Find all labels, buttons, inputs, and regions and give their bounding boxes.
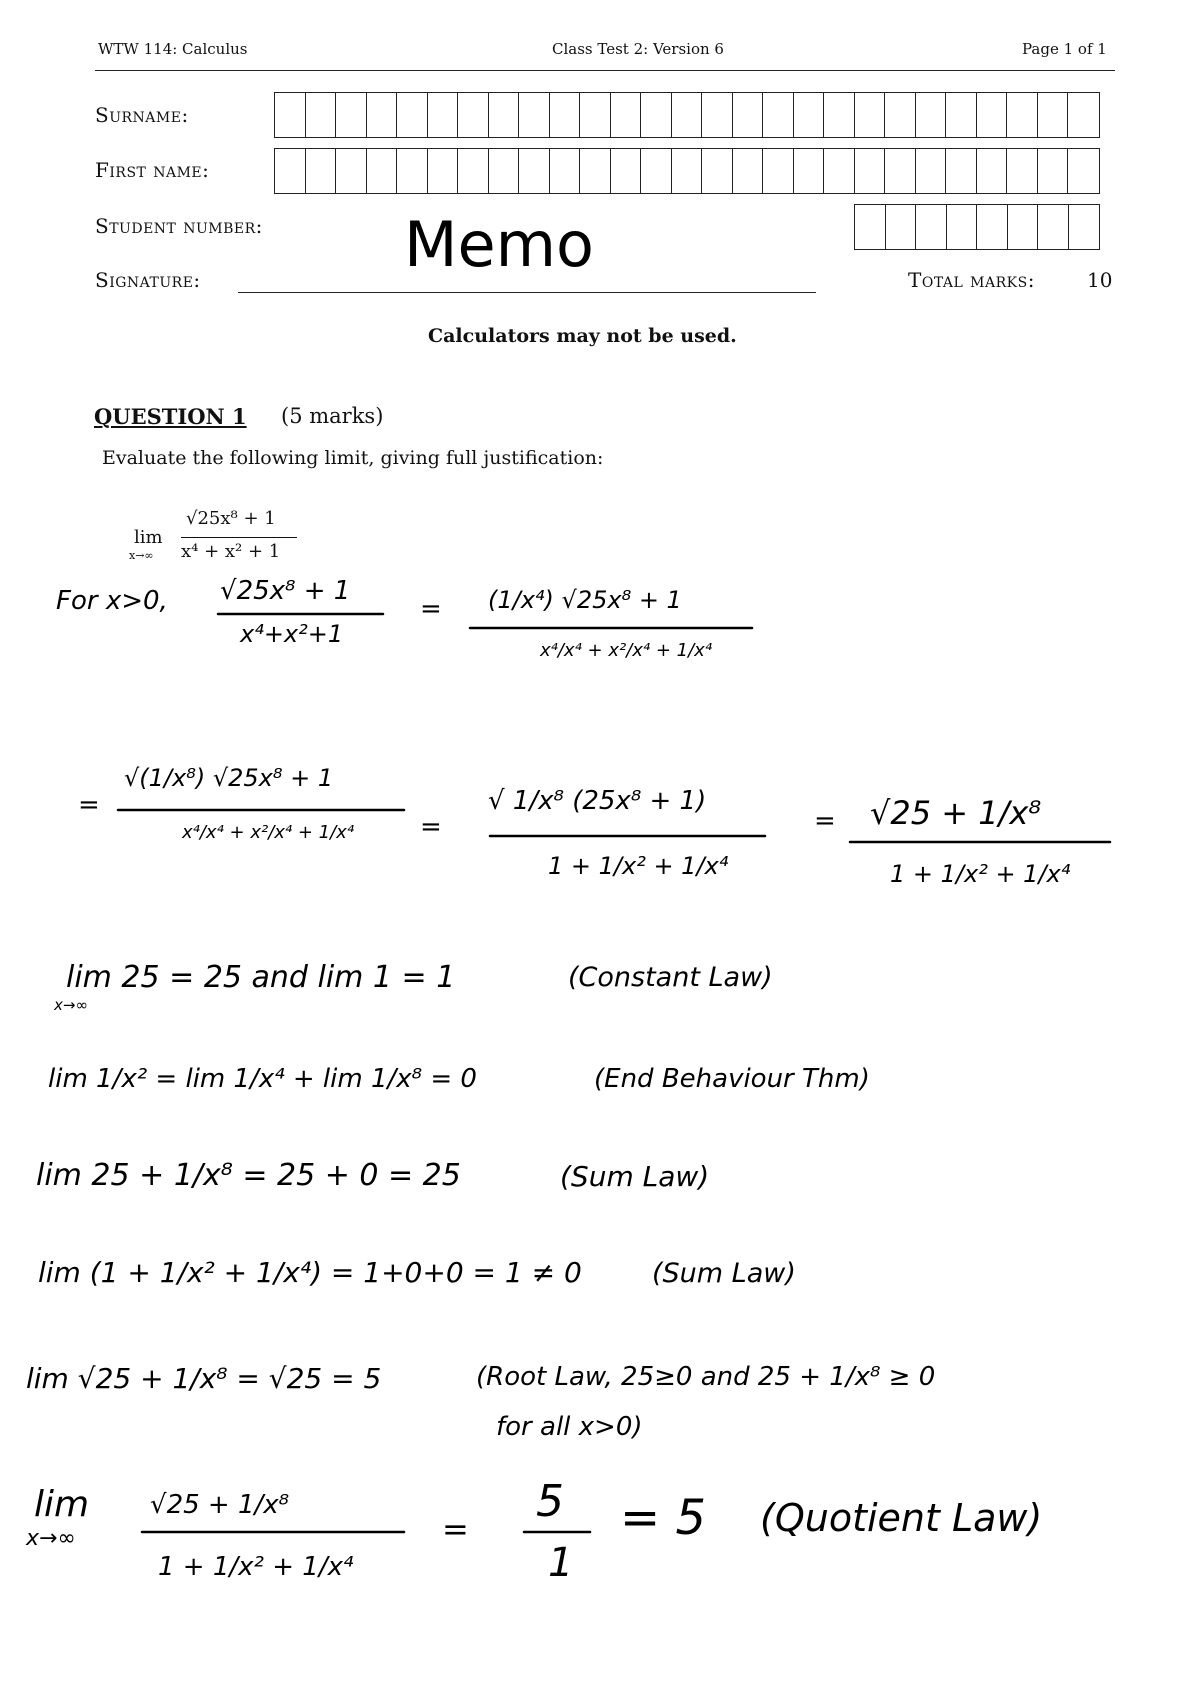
first-name-label: First name: bbox=[95, 158, 210, 182]
limit-sub: x→∞ bbox=[129, 549, 154, 562]
student-number-label: Student number: bbox=[95, 214, 263, 238]
test-title: Class Test 2: Version 6 bbox=[552, 40, 724, 58]
s2-den-c: 1 + 1/x² + 1/x⁴ bbox=[890, 860, 1071, 888]
line5-note2: for all x>0) bbox=[496, 1412, 643, 1442]
line6-num: √25 + 1/x⁸ bbox=[150, 1490, 290, 1520]
s2-eq-c: = bbox=[814, 806, 836, 836]
total-marks-label: Total marks: bbox=[908, 268, 1035, 292]
s1-num-b: (1/x⁴) √25x⁸ + 1 bbox=[488, 586, 682, 614]
line1-note: (Constant Law) bbox=[568, 962, 773, 993]
s2-den-b: 1 + 1/x² + 1/x⁴ bbox=[548, 852, 729, 880]
line2: lim 1/x² = lim 1/x⁴ + lim 1/x⁸ = 0 bbox=[48, 1064, 477, 1094]
s2-num-b: √ 1/x⁸ (25x⁸ + 1) bbox=[488, 786, 707, 816]
total-marks-value: 10 bbox=[1087, 268, 1113, 292]
s1-prefix: For x>0, bbox=[56, 586, 168, 616]
line1-sub: x→∞ bbox=[54, 996, 88, 1014]
s2-eq-a: = bbox=[78, 790, 100, 820]
s2-eq-b: = bbox=[420, 812, 442, 842]
line4: lim (1 + 1/x² + 1/x⁴) = 1+0+0 = 1 ≠ 0 bbox=[38, 1256, 582, 1289]
line4-note: (Sum Law) bbox=[652, 1258, 796, 1289]
line5-note: (Root Law, 25≥0 and 25 + 1/x⁸ ≥ 0 bbox=[476, 1362, 936, 1392]
line3: lim 25 + 1/x⁸ = 25 + 0 = 25 bbox=[36, 1158, 461, 1193]
line6-sub: x→∞ bbox=[26, 1526, 76, 1551]
memo-handwriting: Memo bbox=[404, 208, 594, 281]
s2-num-a: √(1/x⁸) √25x⁸ + 1 bbox=[124, 764, 334, 792]
line6-mid-den: 1 bbox=[548, 1540, 574, 1586]
line6-note: (Quotient Law) bbox=[760, 1496, 1043, 1540]
calculator-notice: Calculators may not be used. bbox=[428, 325, 737, 347]
surname-label: Surname: bbox=[95, 103, 189, 127]
question-instruction: Evaluate the following limit, giving full justification: bbox=[102, 447, 604, 469]
line1: lim 25 = 25 and lim 1 = 1 bbox=[66, 960, 456, 995]
line6-result: = 5 bbox=[620, 1490, 707, 1546]
s1-num-a: √25x⁸ + 1 bbox=[220, 576, 351, 606]
line6-eq: = bbox=[442, 1510, 469, 1548]
s1-den-b: x⁴/x⁴ + x²/x⁴ + 1/x⁴ bbox=[540, 640, 713, 661]
line2-note: (End Behaviour Thm) bbox=[594, 1064, 870, 1094]
line3-note: (Sum Law) bbox=[560, 1160, 710, 1193]
line6-den: 1 + 1/x² + 1/x⁴ bbox=[158, 1552, 354, 1582]
question-marks: (5 marks) bbox=[281, 404, 384, 428]
course-title: WTW 114: Calculus bbox=[98, 40, 248, 58]
limit-denominator: x⁴ + x² + 1 bbox=[181, 541, 281, 562]
s1-eq: = bbox=[420, 594, 442, 624]
line5: lim √25 + 1/x⁸ = √25 = 5 bbox=[26, 1362, 382, 1395]
limit-numerator: √25x⁸ + 1 bbox=[186, 508, 276, 529]
line6-lim: lim bbox=[34, 1484, 90, 1525]
limit-lim: lim bbox=[134, 527, 163, 548]
line6-mid-num: 5 bbox=[536, 1476, 564, 1527]
s2-den-a: x⁴/x⁴ + x²/x⁴ + 1/x⁴ bbox=[182, 822, 355, 843]
signature-label: Signature: bbox=[95, 268, 201, 292]
page-number: Page 1 of 1 bbox=[1022, 40, 1107, 58]
question-title: QUESTION 1 bbox=[94, 404, 247, 429]
s2-num-c: √25 + 1/x⁸ bbox=[870, 794, 1042, 832]
s1-den-a: x⁴+x²+1 bbox=[240, 620, 344, 648]
